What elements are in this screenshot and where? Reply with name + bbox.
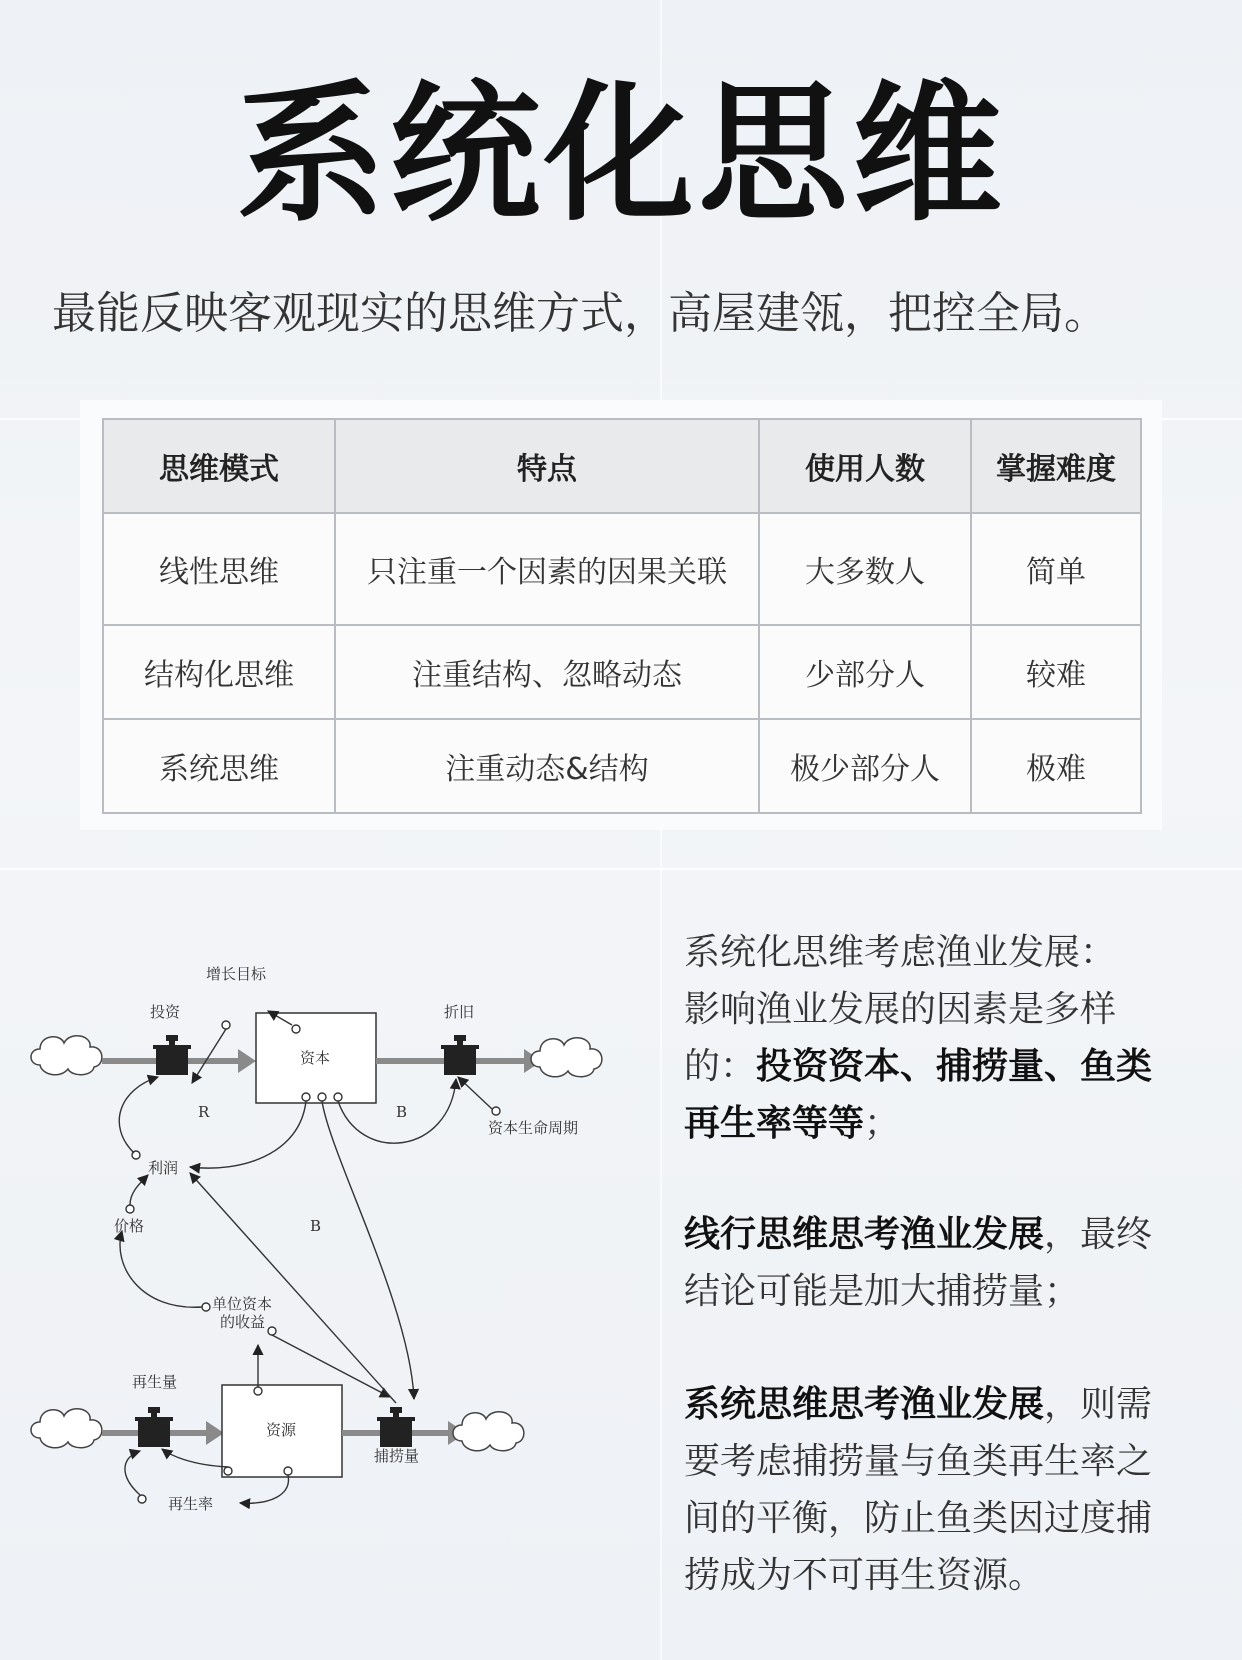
text-line: 系统化思维考虑渔业发展： <box>684 932 1117 973</box>
link-catch-profit <box>190 1173 396 1403</box>
page-title: 系统化思维 <box>235 68 1006 242</box>
link-resource-rate <box>240 1475 288 1503</box>
text-line: 间的平衡，防止鱼类因过度捕 <box>684 1498 1153 1539</box>
node-dot <box>302 1093 310 1101</box>
link-price-profit <box>130 1175 148 1205</box>
link-profit-invest <box>119 1077 158 1153</box>
comparison-table-card <box>80 400 1162 830</box>
stock-flow-diagram <box>30 965 640 1575</box>
table-cell: 少部分人 <box>759 625 971 719</box>
table-cell: 注重结构、忽略动态 <box>335 625 759 719</box>
node-dot <box>318 1093 326 1101</box>
source-cloud-icon <box>31 1036 102 1075</box>
source-cloud-icon <box>31 1409 102 1448</box>
comparison-table <box>102 418 1142 814</box>
label-price: 价格 <box>114 1217 145 1235</box>
node-dot <box>224 1467 232 1475</box>
text-line <box>684 1376 1184 1433</box>
text-span: 的： <box>684 1046 757 1087</box>
node-dot <box>334 1093 342 1101</box>
table-cell: 线性思维 <box>103 513 335 625</box>
flow-arrow-icon <box>238 1049 256 1073</box>
text-line <box>684 1095 1184 1152</box>
table-cell: 简单 <box>971 513 1141 625</box>
paragraph-system-view <box>684 924 1184 1152</box>
regen-valve-icon <box>135 1407 173 1447</box>
text-emphasis: 再生率等等 <box>684 1103 865 1144</box>
loop-r-label: R <box>198 1103 210 1121</box>
table-cell: 较难 <box>971 625 1141 719</box>
node-dot <box>492 1107 500 1115</box>
loop-b-label: B <box>310 1217 322 1235</box>
node-dot <box>222 1021 230 1029</box>
table-row <box>103 719 1141 813</box>
label-regen-amount: 再生量 <box>132 1373 178 1391</box>
label-capital-life: 资本生命周期 <box>488 1119 579 1137</box>
table-cell: 极难 <box>971 719 1141 813</box>
column-header-mode: 思维模式 <box>103 419 335 513</box>
label-profit: 利润 <box>148 1159 179 1177</box>
link-life-depreciation <box>458 1077 492 1109</box>
table-header-row <box>103 419 1141 513</box>
column-header-users: 使用人数 <box>759 419 971 513</box>
paragraph-linear-view <box>684 1206 1184 1320</box>
text-line <box>684 1206 1184 1263</box>
node-dot <box>268 1327 276 1335</box>
page-subtitle: 最能反映客观现实的思维方式，高屋建瓴，把控全局。 <box>52 288 1108 339</box>
sink-cloud-icon <box>531 1038 602 1077</box>
depreciation-valve-icon <box>441 1035 479 1075</box>
label-resource: 资源 <box>266 1421 297 1439</box>
text-span: ； <box>864 1103 901 1144</box>
table-cell: 只注重一个因素的因果关联 <box>335 513 759 625</box>
table-row <box>103 513 1141 625</box>
label-invest: 投资 <box>150 1003 181 1021</box>
label-unit-return: 的收益 <box>220 1313 266 1331</box>
node-dot <box>202 1303 210 1311</box>
link-target-invest <box>192 1029 226 1083</box>
table-cell: 结构化思维 <box>103 625 335 719</box>
text-line: 捞成为不可再生资源。 <box>684 1555 1045 1596</box>
node-dot <box>254 1387 262 1395</box>
link-return-price <box>120 1231 202 1307</box>
table-cell: 注重动态&结构 <box>335 719 759 813</box>
text-emphasis: 系统思维思考渔业发展 <box>684 1384 1045 1425</box>
table-cell: 极少部分人 <box>759 719 971 813</box>
text-line <box>684 1038 1184 1095</box>
node-dot <box>292 1025 300 1033</box>
text-line: 要考虑捕捞量与鱼类再生率之 <box>684 1441 1153 1482</box>
node-dot <box>138 1495 146 1503</box>
label-unit-return: 单位资本 <box>212 1295 273 1313</box>
column-header-difficulty: 掌握难度 <box>971 419 1141 513</box>
table-row <box>103 625 1141 719</box>
text-line: 影响渔业发展的因素是多样 <box>684 989 1117 1030</box>
text-line: 结论可能是加大捕捞量； <box>684 1271 1081 1312</box>
column-header-feature: 特点 <box>335 419 759 513</box>
link-capital-catch <box>322 1101 414 1399</box>
link-rate-regen <box>125 1451 140 1495</box>
text-emphasis: 投资资本、捕捞量、鱼类 <box>756 1046 1153 1087</box>
paragraph-system-balance <box>684 1376 1184 1604</box>
table-cell: 系统思维 <box>103 719 335 813</box>
label-depreciation: 折旧 <box>444 1003 475 1021</box>
node-dot <box>284 1467 292 1475</box>
label-catch: 捕捞量 <box>374 1447 420 1465</box>
invest-valve-icon <box>153 1035 191 1075</box>
loop-b-label: B <box>396 1103 408 1121</box>
label-regen-rate: 再生率 <box>168 1495 214 1513</box>
sink-cloud-icon <box>453 1412 524 1451</box>
node-dot <box>126 1205 134 1213</box>
label-growth-target: 增长目标 <box>206 965 267 983</box>
text-span: ，则需 <box>1044 1384 1153 1425</box>
link-resource-regen <box>162 1449 228 1467</box>
paper-fold <box>0 868 1242 870</box>
text-emphasis: 线行思维思考渔业发展 <box>684 1214 1045 1255</box>
label-capital: 资本 <box>300 1049 331 1067</box>
catch-valve-icon <box>377 1407 415 1447</box>
table-cell: 大多数人 <box>759 513 971 625</box>
text-span: ，最终 <box>1044 1214 1153 1255</box>
